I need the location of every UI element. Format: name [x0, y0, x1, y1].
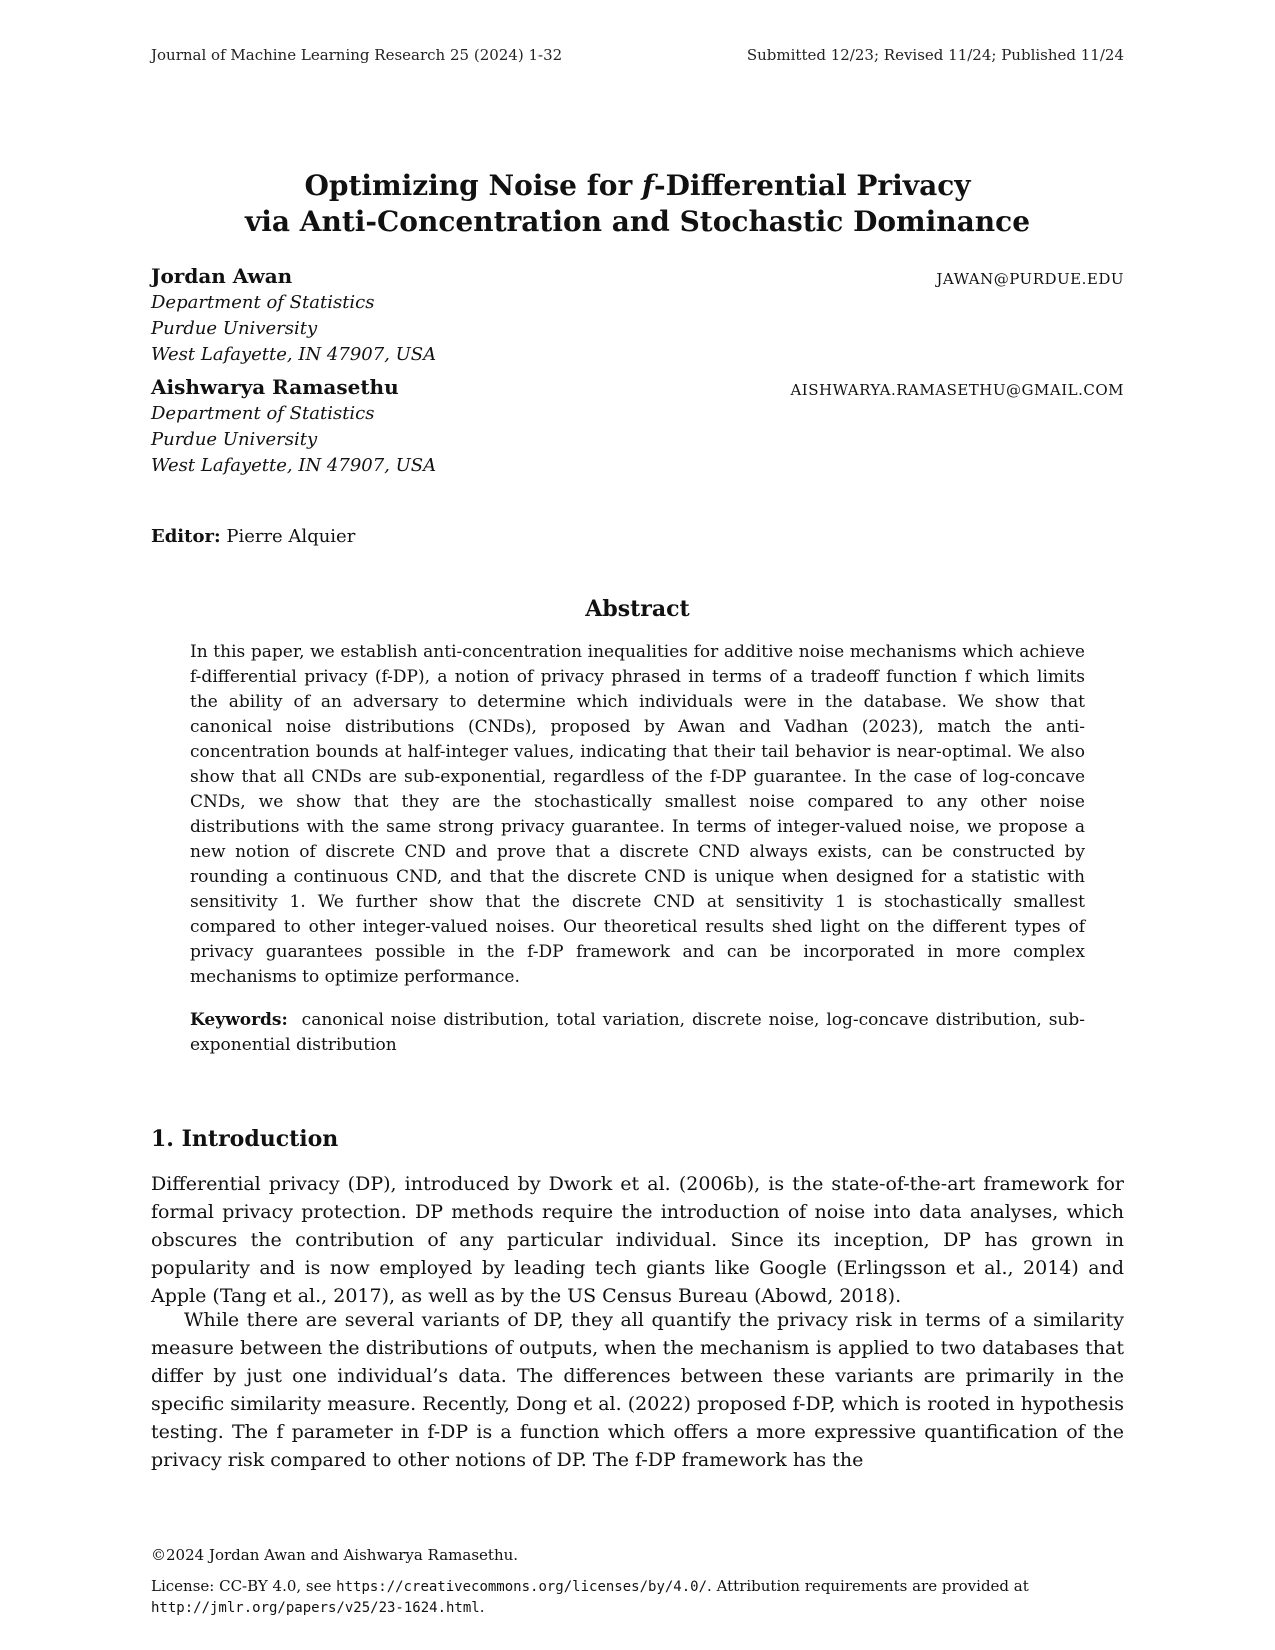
running-header-journal: Journal of Machine Learning Research 25 (2024) 1-32 [151, 46, 563, 64]
keywords: Keywords: canonical noise distribution, total variation, discrete noise, log-concave distribution, sub-exponential distribution [190, 1010, 1086, 1055]
author-name: Aishwarya Ramasethu [151, 375, 399, 399]
author-email[interactable]: JAWAN@PURDUE.EDU [936, 270, 1124, 288]
body-paragraph: While there are several variants of DP, they all quantify the privacy risk in terms of a similarity measure between the distributions of outputs, when the mechanism is applied to two databases that differ by just one individual’s data. The differences between these variants are primarily in the specific similarity measure. Recently, Dong et al. (2022) proposed f-DP, which is rooted in hypothesis testing. The f parameter in f-DP is a function which offers a more expressive quantification of the privacy risk compared to other notions of DP. The f-DP framework has the [151, 1309, 1124, 1471]
editor-line: Editor: Pierre Alquier [151, 526, 356, 547]
paper-link[interactable]: http://jmlr.org/papers/v25/23-1624.html [151, 1600, 480, 1616]
section-heading: 1. Introduction [151, 1126, 339, 1152]
running-header-dates: Submitted 12/23; Revised 11/24; Published 11/24 [746, 46, 1124, 64]
author-email[interactable]: AISHWARYA.RAMASETHU@GMAIL.COM [790, 381, 1124, 399]
author-affiliation: Department of Statistics Purdue University West Lafayette, IN 47907, USA [151, 403, 437, 476]
license-notice: License: CC-BY 4.0, see https://creativecommons.org/licenses/by/4.0/. Attribution requirements are provided at http://jmlr.org/papers/v25/23-1624.html. [151, 1577, 1029, 1616]
title-line-2: via Anti-Concentration and Stochastic Dominance [244, 205, 1031, 238]
author-name: Jordan Awan [151, 264, 293, 288]
body-paragraph: Differential privacy (DP), introduced by Dwork et al. (2006b), is the state-of-the-art framework for formal privacy protection. DP methods require the introduction of noise into data analyses, which obscures the contribution of any particular individual. Since its inception, DP has grown in popularity and is now employed by leading tech giants like Google (Erlingsson et al., 2014) and Apple (Tang et al., 2017), as well as by the US Census Bureau (Abowd, 2018). [151, 1173, 1124, 1307]
abstract-text: In this paper, we establish anti-concentration inequalities for additive noise mechanisms which achieve f-differential privacy (f-DP), a notion of privacy phrased in terms of a tradeoff function f which limits the ability of an adversary to determine which individuals were in the database. We show that canonical noise distributions (CNDs), proposed by Awan and Vadhan (2023), match the anti-concentration bounds at half-integer values, indicating that their tail behavior is near-optimal. We also show that all CNDs are sub-exponential, regardless of the f-DP guarantee. In the case of log-concave CNDs, we show that they are the stochastically smallest noise compared to any other noise distributions with the same strong privacy guarantee. In terms of integer-valued noise, we propose a new notion of discrete CND and prove that a discrete CND always exists, can be constructed by rounding a continuous CND, and that the discrete CND is unique when designed for a statistic with sensitivity 1. We further show that the discrete CND at sensitivity 1 is stochastically smallest compared to other integer-valued noises. Our theoretical results shed light on the different types of privacy guarantees possible in the f-DP framework and can be incorporated in more complex mechanisms to optimize performance. [190, 642, 1085, 987]
author-affiliation: Department of Statistics Purdue University West Lafayette, IN 47907, USA [151, 292, 437, 365]
paper-title [0, 168, 1275, 240]
license-link[interactable]: https://creativecommons.org/licenses/by/4.0/ [336, 1579, 708, 1595]
abstract-heading: Abstract [585, 596, 690, 622]
title-line-1: Optimizing Noise for f-Differential Privacy [304, 169, 971, 202]
copyright-notice: ©2024 Jordan Awan and Aishwarya Ramasethu. [151, 1546, 519, 1564]
